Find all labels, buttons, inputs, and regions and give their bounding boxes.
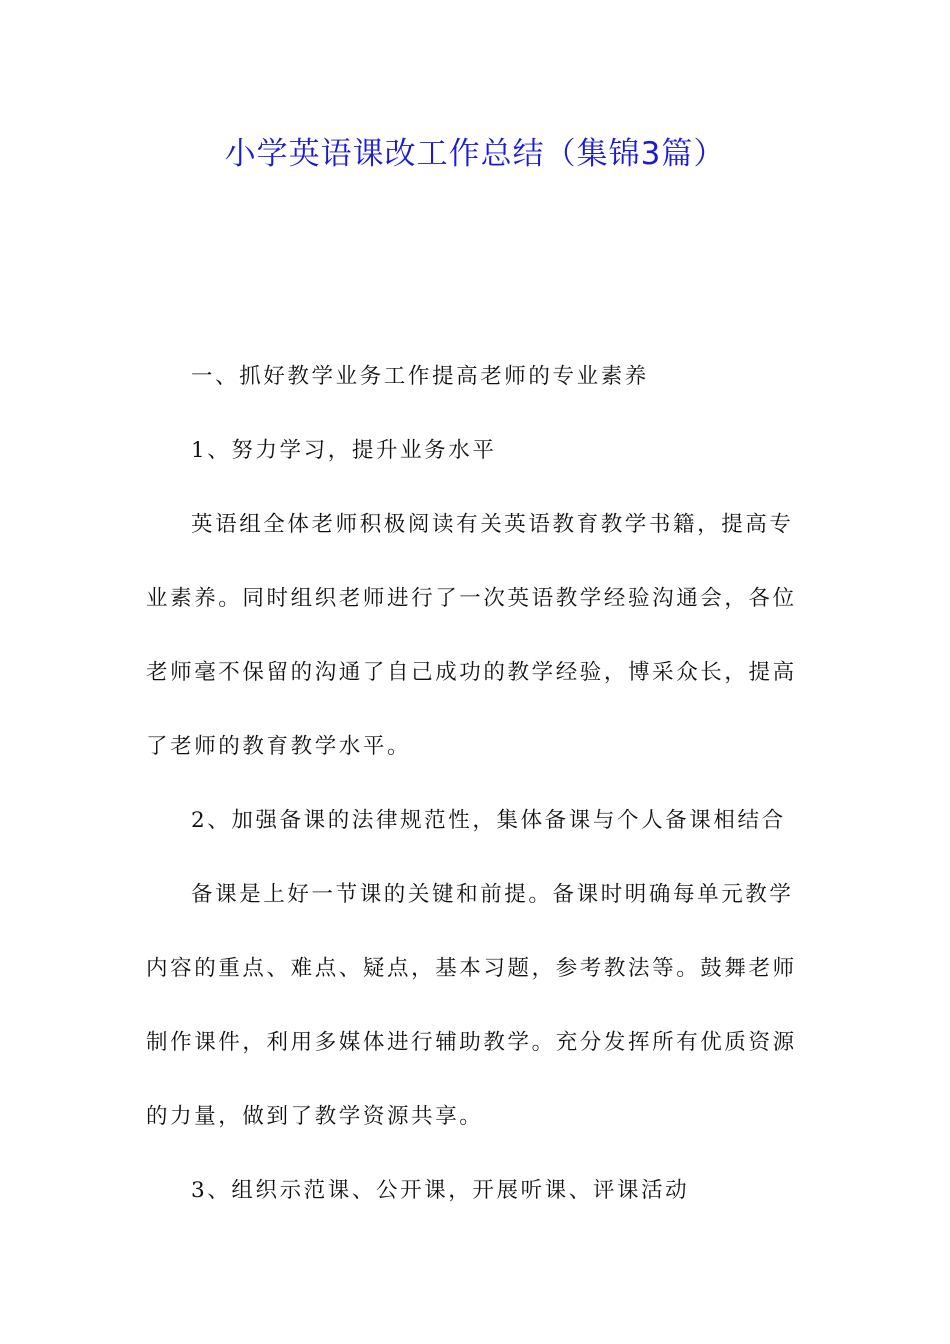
- body-paragraph: [146, 858, 806, 1154]
- paragraph-line: 3、组织示范课、公开课，开展听课、评课活动: [191, 1178, 690, 1203]
- paragraph-line: 业素养。同时组织老师进行了一次英语教学经验沟通会，各位: [146, 586, 797, 611]
- paragraph-line: 备课是上好一节课的关键和前提。备课时明确每单元教学: [191, 882, 794, 907]
- document-title: 小学英语课改工作总结（集锦3篇）: [224, 136, 726, 172]
- section-heading: [146, 340, 806, 414]
- document-body: [146, 340, 806, 1228]
- paragraph-line: 的力量，做到了教学资源共享。: [146, 1104, 484, 1129]
- subsection-heading: [146, 784, 806, 858]
- paragraph-line: 英语组全体老师积极阅读有关英语教育教学书籍，提高专: [191, 512, 794, 537]
- paragraph-line: 2、加强备课的法律规范性，集体备课与个人备课相结合: [191, 808, 786, 833]
- subsection-heading: [146, 414, 806, 488]
- body-paragraph: [146, 488, 806, 784]
- paragraph-line: 1、努力学习，提升业务水平: [191, 438, 497, 463]
- paragraph-line: 内容的重点、难点、疑点，基本习题，参考教法等。鼓舞老师: [146, 956, 797, 981]
- subsection-heading: [146, 1154, 806, 1228]
- paragraph-line: 制作课件，利用多媒体进行辅助教学。充分发挥所有优质资源: [146, 1030, 797, 1055]
- paragraph-line: 了老师的教育教学水平。: [146, 734, 412, 759]
- paragraph-line: 老师毫不保留的沟通了自己成功的教学经验，博采众长，提高: [146, 660, 797, 685]
- paragraph-line: 一、抓好教学业务工作提高老师的专业素养: [191, 364, 649, 389]
